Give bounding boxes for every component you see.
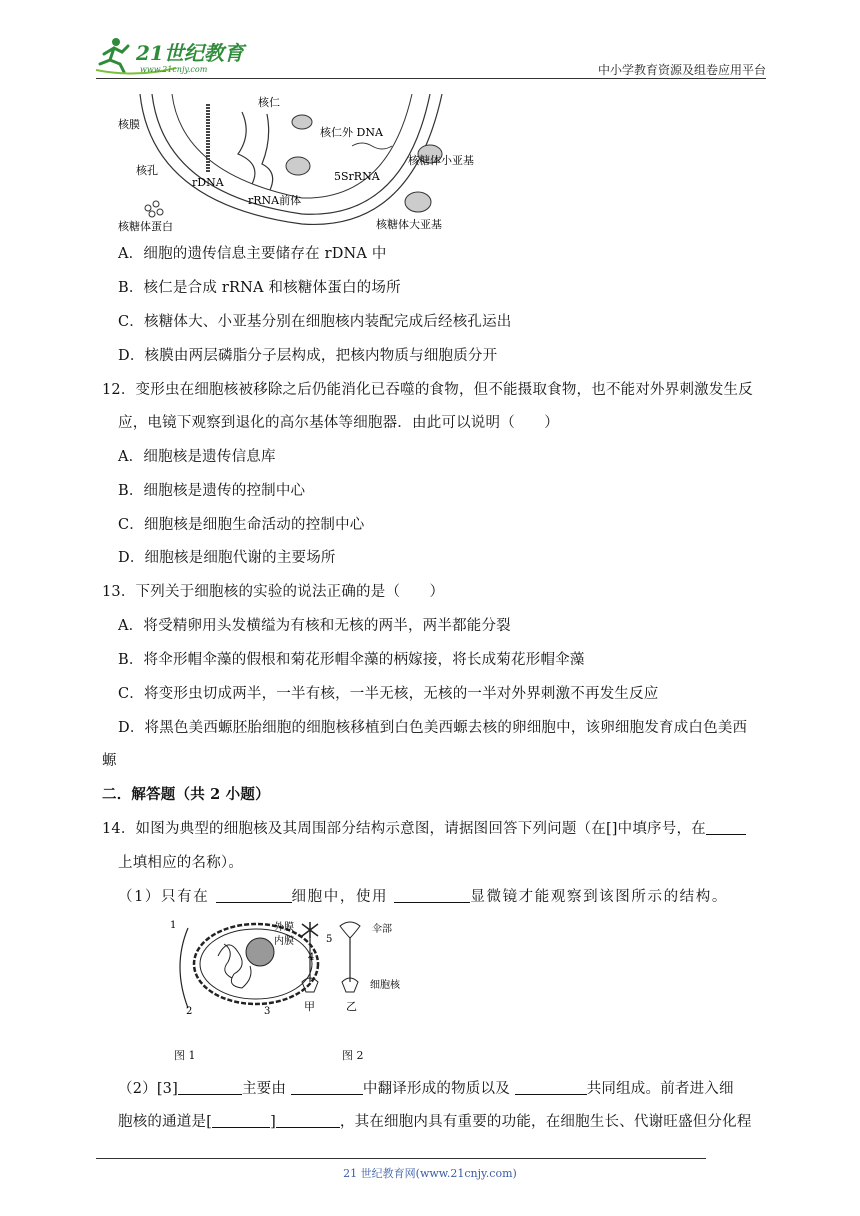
answer-blank-channel[interactable]: [276, 1113, 340, 1128]
section-heading: 二．解答题（共 2 小题）: [102, 786, 270, 803]
fig1-label-4: 4: [308, 952, 315, 963]
q12-option-d: D．细胞核是细胞代谢的主要场所: [118, 550, 336, 566]
logo-text: 21世纪教育: [136, 41, 244, 65]
q13-option-d-cont: 螈: [102, 753, 117, 769]
q12-option-b: B．细胞核是遗传的控制中心: [118, 483, 306, 499]
q13-stem: 13．下列关于细胞核的实验的说法正确的是（ ）: [102, 584, 445, 600]
q12-option-c: C．细胞核是细胞生命活动的控制中心: [118, 517, 365, 533]
page-footer: 21 世纪教育网(www.21cnjy.com): [343, 1167, 517, 1180]
q12-stem-line2: 应，电镜下观察到退化的高尔基体等细胞器．由此可以说明（ ）: [118, 415, 559, 431]
fig1-label-inner: 内膜: [274, 936, 294, 947]
label-5srrna: 5SrRNA: [334, 170, 380, 183]
answer-blank-number[interactable]: [212, 1113, 270, 1128]
header-divider: [96, 78, 766, 79]
label-ribosomal-protein: 核糖体蛋白: [118, 220, 173, 233]
label-rdna: rDNA: [192, 176, 224, 189]
label-small-subunit: 核糖体小亚基: [408, 154, 474, 167]
q11-option-b: B．核仁是合成 rRNA 和核糖体蛋白的场所: [118, 280, 401, 296]
q14-sub1-a: （1）只有在: [118, 889, 210, 905]
label-nuclear-pore: 核孔: [136, 164, 158, 177]
q11-option-c: C．核糖体大、小亚基分别在细胞核内装配完成后经核孔运出: [118, 314, 512, 330]
answer-blank-cell-type[interactable]: [216, 888, 292, 903]
fig2-label-cap: 伞部: [372, 924, 392, 935]
q14-sub1-b: 细胞中，使用: [291, 889, 389, 905]
q14-sub1: [118, 885, 728, 906]
logo-url: www.21cnjy.com: [140, 65, 208, 74]
fig1-label-1: 1: [170, 920, 177, 931]
q11-option-a: A．细胞的遗传信息主要储存在 rDNA 中: [118, 246, 387, 262]
q14-stem-line1: [102, 817, 746, 838]
label-nucleolus: 核仁: [258, 96, 280, 109]
answer-blank[interactable]: [706, 820, 746, 835]
q11-option-d: D．核膜由两层磷脂分子层构成，把核内物质与细胞质分开: [118, 348, 498, 364]
q12-option-a: A．细胞核是遗传信息库: [118, 449, 276, 465]
q14-sub2-a: （2）[3]: [118, 1081, 178, 1097]
fig1-label-2: 2: [186, 1006, 193, 1017]
figure-2-caption: 图 2: [342, 1049, 364, 1062]
answer-blank-microscope[interactable]: [394, 888, 470, 903]
q13-option-c: C．将变形虫切成两半，一半有核，一半无核，无核的一半对外界刺激不再发生反应: [118, 686, 659, 702]
q13-option-d: D．将黑色美西螈胚胎细胞的细胞核移植到白色美西螈去核的卵细胞中，该卵细胞发育成白色美西: [118, 720, 748, 736]
fig1-label-5: 5: [326, 934, 333, 945]
page-header: [96, 30, 766, 80]
answer-blank-source[interactable]: [291, 1080, 363, 1095]
answer-blank-3[interactable]: [178, 1080, 242, 1095]
answer-blank-component[interactable]: [515, 1080, 587, 1095]
nucleolus-diagram: [112, 94, 512, 234]
label-rrna-precursor: rRNA前体: [248, 194, 302, 207]
platform-name: 中小学教育资源及组卷应用平台: [597, 63, 766, 77]
q12-stem-line1: 12．变形虫在细胞核被移除之后仍能消化已吞噬的食物，但不能摄取食物，也不能对外界刺激发生反: [102, 382, 753, 398]
q13-option-b: B．将伞形帽伞藻的假根和菊花形帽伞藻的柄嫁接，将长成菊花形帽伞藻: [118, 652, 585, 668]
q14-stem-line2: 上填相应的名称）。: [118, 855, 244, 871]
fig2-label-yi: 乙: [346, 1000, 357, 1013]
q14-sub2-line2-c: ，其在细胞内具有重要的功能，在细胞生长、代谢旺盛但分化程: [339, 1114, 752, 1130]
footer-divider: [96, 1158, 706, 1159]
label-large-subunit: 核糖体大亚基: [376, 218, 442, 231]
q13-option-a: A．将受精卵用头发横缢为有核和无核的两半，两半都能分裂: [118, 618, 511, 634]
label-nuclear-membrane: 核膜: [118, 118, 140, 131]
acetabularia-diagram: [290, 916, 400, 1016]
fig2-label-nucleus: 细胞核: [370, 980, 400, 991]
q14-sub2-line2: [118, 1110, 752, 1131]
fig2-label-jia: 甲: [304, 1000, 315, 1013]
q14-sub1-c: 显微镜才能观察到该图所示的结构。: [470, 889, 728, 905]
q14-sub2-line2-a: 胞核的通道是[: [118, 1114, 213, 1130]
figure-1-caption: 图 1: [174, 1049, 196, 1062]
fig1-label-outer: 外膜: [274, 922, 294, 933]
q14-stem-text: 14．如图为典型的细胞核及其周围部分结构示意图，请据图回答下列问题（在[]中填序号，在: [102, 821, 706, 837]
q14-sub2-b: 主要由: [241, 1081, 287, 1097]
q14-sub2-line1: [118, 1077, 734, 1098]
q14-sub2-line2-b: ]: [270, 1114, 276, 1130]
fig1-label-3: 3: [264, 1006, 271, 1017]
q14-sub2-d: 共同组成。前者进入细: [586, 1081, 734, 1097]
site-logo: [96, 34, 266, 76]
label-extranucleolar-dna: 核仁外 DNA: [320, 126, 383, 139]
q14-sub2-c: 中翻译形成的物质以及: [362, 1081, 510, 1097]
